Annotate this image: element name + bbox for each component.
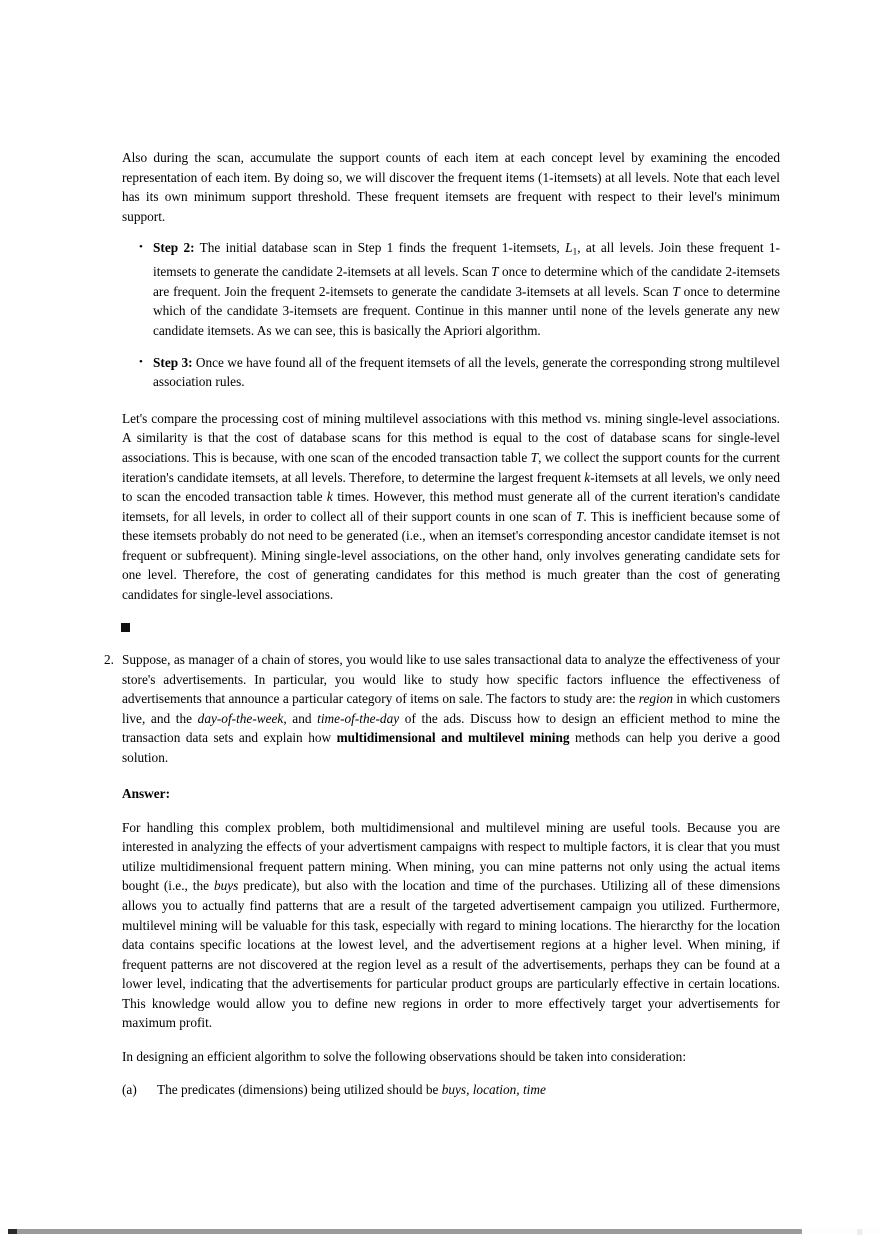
cost-math-k-2: k — [326, 489, 333, 505]
step-2-text-1: The initial database scan in Step 1 finds the frequent 1-itemsets, — [199, 240, 566, 256]
scrollbar-corner — [857, 1229, 862, 1235]
step-3-label: Step 3: — [153, 354, 193, 370]
cost-text-5: . This is inefficient because some of these itemsets probably do not need to be generated (i.e., when an itemset's corresponding ancestor candidate itemset is not frequent or subfrequent). Mining single-level associations, on the other hand, only involves generating candidate sets for one level. Therefore, the cost of generating candidates for this method is much greater than the cost of generating candidates for single-level associations. — [122, 508, 781, 602]
sub-item-a-text: The predicates (dimensions) being utilized should be — [157, 1082, 442, 1098]
list-item-answer-a — [122, 1080, 780, 1100]
step-3-text-1: Once we have found all of the frequent itemsets of all the levels, generate the corresponding strong multilevel association rules. — [153, 354, 780, 390]
question-2-text — [122, 650, 780, 767]
cost-math-T-1: T — [530, 450, 539, 465]
answer-sub-list — [122, 1080, 780, 1100]
step-2-text-4: once to determine which of the candidate 3-itemsets are frequent. Continue in this manner until none of the levels generate any new candidate itemsets. As we can see, this is basically the Apriori algorithm. — [153, 283, 780, 338]
document-text-block — [122, 148, 780, 604]
cost-text-3: -itemsets at all levels, we only need to scan the encoded transaction table — [122, 469, 780, 505]
sub-item-a-italic-predicates: buys, location, time — [441, 1082, 546, 1098]
end-of-proof-square-icon — [121, 623, 130, 632]
sub-item-a-marker: (a) — [122, 1082, 137, 1098]
numbered-question-list — [104, 650, 780, 1100]
step-2-label: Step 2: — [153, 240, 195, 256]
answer-paragraph-1 — [122, 818, 780, 1033]
step-2-math-T-2: T — [672, 283, 680, 299]
question-2-italic-region: region — [638, 691, 674, 707]
step-bullet-list — [122, 238, 780, 392]
cost-text-1: Let's compare the processing cost of mining multilevel associations with this method vs. mining single-level associations. A similarity is that the cost of database scans for this method is equal to the cost of database scans for single-level associations. This is because, with one scan of the encoded transaction table — [122, 410, 780, 465]
question-2-text-3: , and — [283, 710, 318, 726]
paragraph-scan-text: Also during the scan, accumulate the support counts of each item at each concept level by examining the encoded representation of each item. By doing so, we will discover the frequent items (1-itemsets) at all levels. Note that each level has its own minimum support threshold. These frequent itemsets are frequent with respect to their level's minimum support. — [122, 150, 780, 224]
question-2-text-1: Suppose, as manager of a chain of stores, you would like to use sales transactional data to analyze the effectiveness of your store's advertisements. In particular, you would like to study how specific factors influence the effectiveness of advertisements that announce a particular category of items on sale. The factors to study are: the — [122, 652, 780, 707]
bullet-icon: • — [139, 355, 143, 368]
step-2-math-T-1: T — [491, 264, 499, 280]
cost-math-T-2: T — [575, 508, 584, 524]
question-2-text-5: methods can help you derive a good solution. — [122, 730, 781, 765]
answer-paragraph-2: In designing an efficient algorithm to solve the following observations should be taken into consideration: — [122, 1048, 687, 1064]
horizontal-scrollbar-thumb[interactable] — [8, 1229, 802, 1234]
question-2-marker: 2. — [104, 652, 114, 667]
list-item-question-2 — [104, 650, 780, 1100]
paragraph-scan-accumulate — [122, 148, 780, 226]
list-item-step-2 — [122, 238, 780, 340]
step-2-text-2: , at all levels. Join these frequent 1-itemsets to generate the candidate 2-itemsets at all levels. Scan — [153, 240, 780, 280]
cost-math-k-1: k — [584, 469, 591, 485]
list-item-step-3 — [122, 353, 780, 392]
cost-text-2: , we collect the support counts for the current iteration's candidate itemsets, at all levels. Therefore, to determine the largest frequent — [122, 450, 780, 485]
step-2-math-L1: $L_1$ — [565, 240, 578, 258]
answer-text-1: For handling this complex problem, both multidimensional and multilevel mining are useful tools. Because you are interested in analyzing the effects of your advertisment campaigns with respect to multiple factors, it is clear that you must utilize multidimensional frequent pattern mining. When mining, you can mine patterns not only using the actual items bought (i.e., the — [122, 819, 780, 894]
horizontal-scrollbar-left-endcap[interactable] — [8, 1229, 17, 1234]
step-2-text-3: once to determine which of the candidate 2-itemsets are frequent. Join the frequent 2-itemsets to generate the candidate 3-itemsets at all levels. Scan — [153, 264, 780, 299]
answer-heading: Answer: — [122, 786, 171, 802]
question-2-italic-time-of-day: time-of-the-day — [317, 710, 400, 726]
answer-text-2: predicate), but also with the location and time of the purchases. Utilizing all of these dimensions allows you to actually find patterns that are a result of the targeted advertisement campaign you utilized. Furthermore, multilevel mining will be valuable for this task, especially with regard to mining locations. The hierarcthy for the location data contains specific locations at the lowest level, and the advertisement regions at a higher level. When mining, if frequent patterns are not discovered at the region level as a result of the advertisements, perhaps they can be found at a lower level, indicating that the advertisements for particular product groups are particularly effective in certain locations. This knowledge would allow you to define new regions in order to more effectively target your advertisements for maximum profit. — [122, 878, 781, 1031]
paragraph-processing-cost — [122, 409, 780, 604]
question-2-text-2: in which customers live, and the — [122, 691, 780, 726]
answer-italic-buys: buys — [213, 878, 239, 894]
question-2-italic-day-of-week: day-of-the-week — [197, 710, 284, 726]
question-2-bold-phrase: multidimensional and multilevel mining — [336, 730, 570, 746]
bullet-icon: • — [139, 241, 143, 254]
cost-text-4: times. However, this method must generate all of the current iteration's candidate itemsets, for all levels, in order to collect all of their support counts in one scan of — [122, 489, 780, 524]
question-2-text-4: of the ads. Discuss how to design an efficient method to mine the transaction data sets and explain how — [122, 710, 781, 746]
